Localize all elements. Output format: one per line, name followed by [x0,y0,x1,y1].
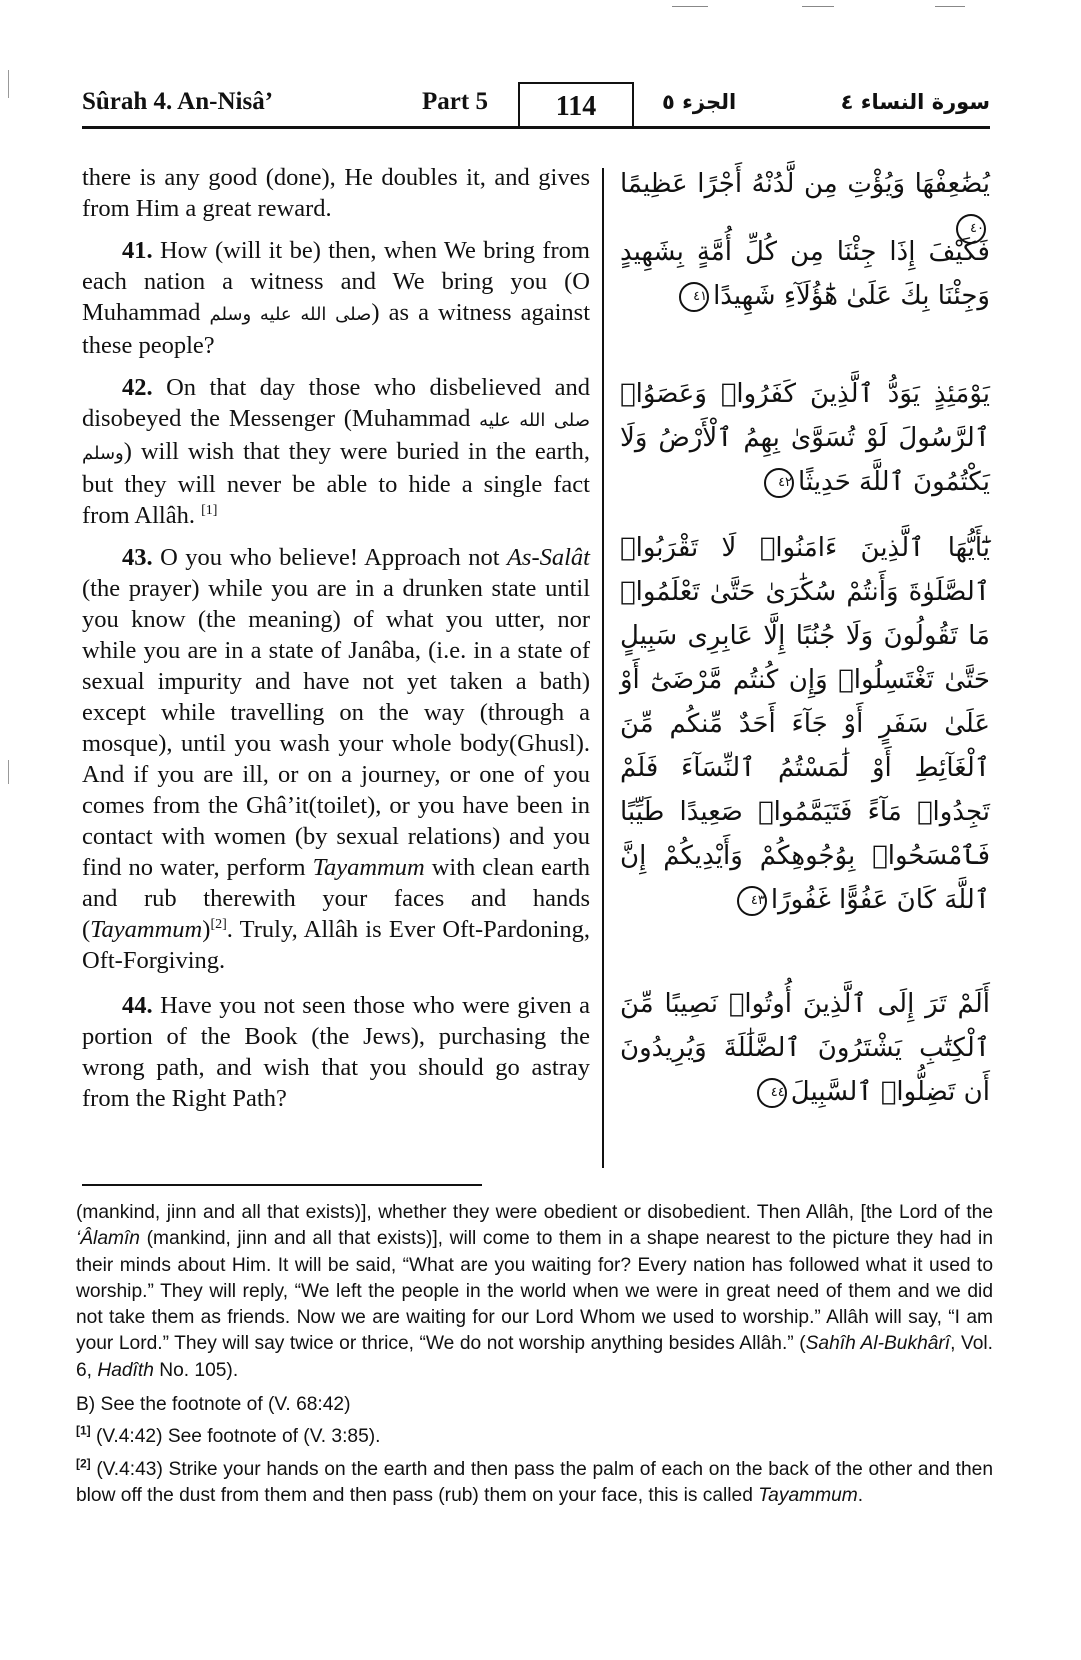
arabic-verse-text: فَكَيْفَ إِذَا جِئْنَا مِن كُلِّ أُمَّةٍ بِشَهِيدٍ وَجِئْنَا بِكَ عَلَىٰ هَٰٓؤُلَآءِ شَهِيدًا [620,237,990,311]
arabic-verse-text: يَوْمَئِذٍ يَوَدُّ ٱلَّذِينَ كَفَرُوا۟ وَعَصَوُا۟ ٱلرَّسُولَ لَوْ تُسَوَّىٰ بِهِمُ ٱلْأَرْضُ وَلَا يَكْتُمُونَ ٱللَّهَ حَدِيثًا [620,379,990,497]
ayah-number-marker: ٤١ [679,282,709,312]
arabic-verse-44 [620,982,990,1114]
part-label: Part 5 [422,88,488,115]
verse-number: 41. [122,237,153,264]
arabic-verse-41 [620,230,990,318]
column-divider [602,168,604,1168]
arabic-verse-text: يَٰٓأَيُّهَا ٱلَّذِينَ ءَامَنُوا۟ لَا تَقْرَبُوا۟ ٱلصَّلَوٰةَ وَأَنتُمْ سُكَٰرَىٰ حَتَّىٰ تَعْلَمُوا۟ مَا تَقُولُونَ وَلَا جُنُبًا إِلَّا عَابِرِى سَبِيلٍ حَتَّىٰ تَغْتَسِلُوا۟ وَإِن كُنتُم مَّرْضَىٰٓ أَوْ عَلَىٰ سَفَرٍ أَوْ جَآءَ أَحَدٌ مِّنكُم مِّنَ ٱلْغَآئِطِ أَوْ لَٰمَسْتُمُ ٱلنِّسَآءَ فَلَمْ تَجِدُوا۟ مَآءً فَتَيَمَّمُوا۟ صَعِيدًا طَيِّبًا فَٱمْسَحُوا۟ بِوُجُوهِكُمْ وَأَيْدِيكُمْ إِنَّ ٱللَّهَ كَانَ عَفُوًّا غَفُورًا [620,533,990,915]
arabic-verse-43 [620,526,990,922]
verse-43 [82,542,590,976]
page-header [82,80,990,129]
verse-41 [82,235,590,361]
verse-text: On that day those who disbelieved and disobeyed the Messenger (Muhammad [82,374,590,432]
term: As-Salât [506,544,590,571]
arabic-verse-text: أَلَمْ تَرَ إِلَى ٱلَّذِينَ أُوتُوا۟ نَصِيبًا مِّنَ ٱلْكِتَٰبِ يَشْتَرُونَ ٱلضَّلَٰلَةَ وَيُرِيدُونَ أَن تَضِلُّوا۟ ٱلسَّبِيلَ [620,989,990,1107]
footnote-term: Hadîth [97,1359,154,1381]
footnote-text: (mankind, jinn and all that exists)], will come to them in a shape nearest to the picture they had in their minds about Him. It will be said, “What are you waiting for? Every nation has followed what it used to worship.” They will reply, “We left the people in the world when we were in great need of them and we did not take them as friends. Now we are waiting for our Lord Whom we used to worship.” Allâh will say, “I am your Lord.” They will say twice or thrice, “We do not worship anything besides Allâh.” ( [76,1228,993,1355]
surah-title-en: Sûrah 4. An-Nisâ’ [82,88,274,115]
footnote-rule [82,1184,482,1186]
verse-text: Have you not seen those who were given a portion of the Book (the Jews), purchasing the wrong path, and wish that you should go astray from the Right Path? [82,992,590,1112]
footnote-marker: [2] [76,1456,91,1471]
salutation-arabic: صلى الله عليه وسلم [209,304,372,325]
ayah-number-marker: ٤٤ [757,1078,787,1108]
footnote-continuation [76,1200,993,1384]
footnote-text: , Vol. 6, [76,1333,994,1381]
footnote-text: (V.4:43) Strike your hands on the earth and then pass the palm of each on the back of the other and then blow off the dust from them and then pass (rub) them on your face, this is called [76,1458,993,1506]
verse-text: . Truly, Allâh is Ever Oft-Pardoning, Oft-Forgiving. [82,916,590,974]
verse-text: ) will wish that they were buried in the earth, but they will never be able to hide a single fact from Allâh. [82,438,590,529]
margin-tick [8,760,9,784]
footnote-ref[interactable]: [2] [210,916,227,932]
verse-40-continuation [82,162,590,224]
verse-44 [82,990,590,1114]
term: Tayammum [90,916,203,943]
english-translation-column [82,162,590,1125]
footnote-term: ‘Âlamîn [76,1228,140,1250]
footnote-1 [76,1424,993,1450]
juz-label-ar: الجزء ٥ [662,90,737,114]
verse-text: there is any good (done), He doubles it, and gives from Him a great reward. [82,164,590,222]
footnote-text: (V.4:42) See footnote of (V. 3:85). [90,1426,381,1448]
verse-number: 43. [122,544,153,571]
surah-title-ar: سورة النساء ٤ [840,90,990,114]
verse-text: How (will it be) then, when We bring from each nation a witness and We bring you (O Muhammad [82,237,590,326]
footnote-2 [76,1457,993,1510]
footnote-text: (mankind, jinn and all that exists)], whether they were obedient or disobedient. Then Allâh, [the Lord of the [76,1202,993,1223]
ayah-number-marker: ٤٣ [737,886,767,916]
footnote-term: Sahîh Al-Bukhârî [805,1333,951,1355]
verse-number: 44. [122,992,153,1019]
verse-text: ) [202,916,211,943]
verse-text: (the prayer) while you are in a drunken state until you know (the meaning) of what you utter, nor while you are in a state of Janâba, (i.e. in a state of sexual impurity and have not yet taken a bath) except while travelling on the way (through a mosque), until you wash your whole body(Ghusl). And if you are ill, or on a journey, or one of you comes from the Ghâ’it(toilet), or you have been in contact with women (by sexual relations) and you find no water, perform [82,575,590,881]
footnotes [76,1200,993,1515]
verse-text: ) as a witness against these people? [82,299,590,359]
footnote-term: Tayammum [758,1484,858,1506]
salutation-arabic: صلى الله عليه وسلم [82,410,590,464]
footnote-marker: [1] [76,1423,91,1438]
arabic-verse-42 [620,372,990,504]
verse-text: with clean earth and rub therewith your faces and hands ( [82,854,590,943]
ayah-number-marker: ٤٠ [956,214,986,244]
margin-tick [8,70,9,98]
footnote-text: No. 105). [153,1359,239,1381]
verse-number: 42. [122,374,153,401]
footnote-ref[interactable]: [1] [201,502,218,518]
verse-text: O you who believe! Approach not [152,544,507,571]
footnote-text: . [857,1484,864,1506]
page-number: 114 [518,82,634,128]
arabic-verse-text: يُضَٰعِفْهَا وَيُؤْتِ مِن لَّدُنْهُ أَجْرًا عَظِيمًا [620,169,990,199]
term: Tayammum [312,854,425,881]
verse-42 [82,372,590,531]
top-edge-marks [0,0,1081,14]
ayah-number-marker: ٤٢ [764,468,794,498]
footnote-b: B) See the footnote of (V. 68:42) [76,1394,351,1416]
